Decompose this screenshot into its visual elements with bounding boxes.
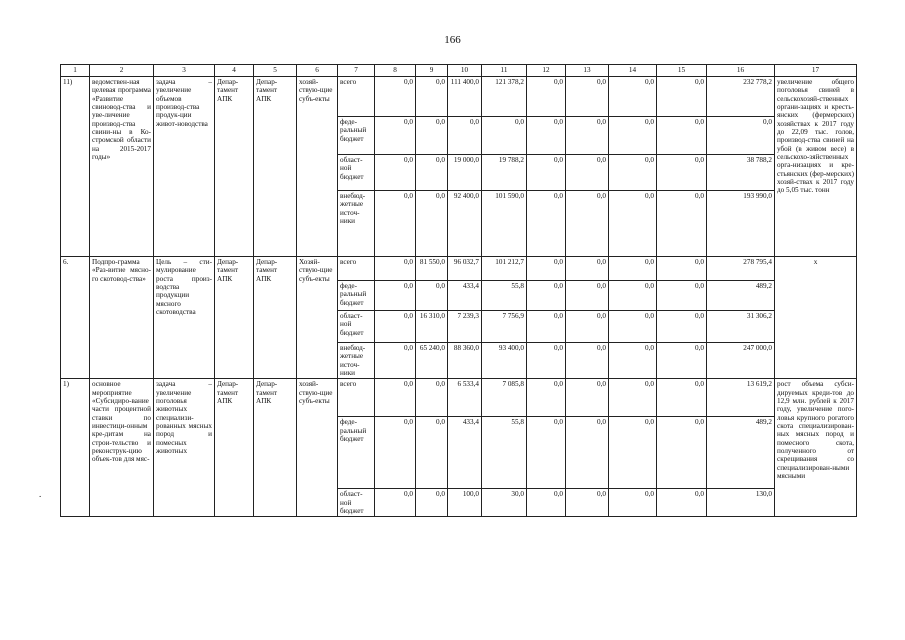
value-c13: 0,0 (566, 155, 609, 191)
value-c15: 0,0 (657, 311, 707, 343)
value-c14: 0,0 (609, 191, 657, 257)
value-c12: 0,0 (527, 155, 566, 191)
value-c9: 0,0 (416, 489, 448, 517)
row-number: 11) (61, 77, 90, 257)
value-c14: 0,0 (609, 311, 657, 343)
value-c11: 93 400,0 (482, 343, 527, 379)
table-row (61, 257, 857, 281)
executor-1: Депар-тамент АПК (215, 257, 254, 379)
value-c13: 0,0 (566, 417, 609, 489)
value-c14: 0,0 (609, 77, 657, 117)
value-c15: 0,0 (657, 191, 707, 257)
header-cell-1: 1 (61, 65, 90, 77)
value-c16: 31 306,2 (707, 311, 775, 343)
header-cell-3: 3 (154, 65, 215, 77)
value-c11: 0,0 (482, 117, 527, 155)
value-c10: 433,4 (448, 281, 482, 311)
value-c8: 0,0 (375, 281, 416, 311)
header-cell-11: 11 (482, 65, 527, 77)
value-c15: 0,0 (657, 379, 707, 417)
funding-source: област-ной бюджет (338, 489, 375, 517)
value-c10: 92 400,0 (448, 191, 482, 257)
row-number: 6. (61, 257, 90, 379)
value-c10: 111 400,0 (448, 77, 482, 117)
value-c16: 38 788,2 (707, 155, 775, 191)
funding-source: феде-ральный бюджет (338, 117, 375, 155)
value-c10: 6 533,4 (448, 379, 482, 417)
value-c15: 0,0 (657, 257, 707, 281)
funding-source: област-ной бюджет (338, 311, 375, 343)
value-c10: 19 000,0 (448, 155, 482, 191)
value-c9: 65 240,0 (416, 343, 448, 379)
value-c12: 0,0 (527, 343, 566, 379)
funding-source: внебюд-жетные источ-ники (338, 343, 375, 379)
executor-2: Депар-тамент АПК (254, 257, 297, 379)
value-c10: 88 360,0 (448, 343, 482, 379)
funding-source: всего (338, 77, 375, 117)
value-c13: 0,0 (566, 281, 609, 311)
value-c16: 232 778,2 (707, 77, 775, 117)
program-name: Подпро-грамма «Раз-витие мясно-го скотовод-ства» (90, 257, 154, 379)
value-c11: 55,8 (482, 417, 527, 489)
value-c8: 0,0 (375, 257, 416, 281)
header-cell-15: 15 (657, 65, 707, 77)
header-cell-10: 10 (448, 65, 482, 77)
header-row (61, 65, 857, 77)
value-c11: 101 590,0 (482, 191, 527, 257)
value-c14: 0,0 (609, 417, 657, 489)
header-cell-6: 6 (297, 65, 338, 77)
value-c12: 0,0 (527, 379, 566, 417)
value-c13: 0,0 (566, 77, 609, 117)
header-cell-14: 14 (609, 65, 657, 77)
value-c12: 0,0 (527, 117, 566, 155)
value-c12: 0,0 (527, 311, 566, 343)
value-c8: 0,0 (375, 311, 416, 343)
value-c15: 0,0 (657, 77, 707, 117)
value-c16: 278 795,4 (707, 257, 775, 281)
value-c14: 0,0 (609, 489, 657, 517)
value-c11: 7 756,9 (482, 311, 527, 343)
value-c10: 100,0 (448, 489, 482, 517)
executor-2: Депар-тамент АПК (254, 379, 297, 517)
value-c11: 55,8 (482, 281, 527, 311)
value-c8: 0,0 (375, 117, 416, 155)
value-c12: 0,0 (527, 77, 566, 117)
value-c13: 0,0 (566, 311, 609, 343)
value-c9: 0,0 (416, 117, 448, 155)
value-c11: 19 788,2 (482, 155, 527, 191)
value-c14: 0,0 (609, 343, 657, 379)
value-c9: 0,0 (416, 155, 448, 191)
value-c8: 0,0 (375, 77, 416, 117)
value-c8: 0,0 (375, 343, 416, 379)
header-cell-17: 17 (775, 65, 857, 77)
value-c9: 0,0 (416, 379, 448, 417)
program-name: основное мероприятие «Субсидиро-вание части процентной ставки по инвестици-онным кре-дитам на строи-тельство и реконструк-цию объек-тов для мяс- (90, 379, 154, 517)
value-c8: 0,0 (375, 417, 416, 489)
funding-source: внебюд-жетные источ-ники (338, 191, 375, 257)
value-c16: 489,2 (707, 417, 775, 489)
value-c10: 7 239,3 (448, 311, 482, 343)
value-c14: 0,0 (609, 155, 657, 191)
value-c14: 0,0 (609, 257, 657, 281)
value-c11: 7 085,8 (482, 379, 527, 417)
value-c15: 0,0 (657, 155, 707, 191)
value-c15: 0,0 (657, 281, 707, 311)
program-name: ведомствен-ная целевая программа «Развитие свиновод-ства и уве-личение производ-ства свини-ны в Ко-стромской области на 2015-2017 годы» (90, 77, 154, 257)
program-goal: задача – увеличение объемов производ-ства продук-ции живот-новодства (154, 77, 215, 257)
program-goal: задача – увеличение поголовья животных специализи-рованных мясных пород и помесных животных (154, 379, 215, 517)
executor-1: Депар-тамент АПК (215, 379, 254, 517)
value-c15: 0,0 (657, 117, 707, 155)
recipient: хозяй-ствую-щие субъ-екты (297, 77, 338, 257)
value-c14: 0,0 (609, 117, 657, 155)
value-c13: 0,0 (566, 343, 609, 379)
header-cell-4: 4 (215, 65, 254, 77)
value-c12: 0,0 (527, 257, 566, 281)
value-c12: 0,0 (527, 489, 566, 517)
value-c8: 0,0 (375, 191, 416, 257)
executor-2: Депар-тамент АПК (254, 77, 297, 257)
value-c16: 247 000,0 (707, 343, 775, 379)
recipient: Хозяй-ствую-щие субъ-екты (297, 257, 338, 379)
value-c10: 0,0 (448, 117, 482, 155)
value-c13: 0,0 (566, 191, 609, 257)
stray-mark: . (39, 489, 42, 499)
value-c11: 101 212,7 (482, 257, 527, 281)
header-cell-13: 13 (566, 65, 609, 77)
expected-result: увеличение общего поголовья свиней в сельскохозяй-ственных органи-зациях и кресть-янских (фермерских) хозяйствах к 2017 году до 22,09 тыс. голов, производ-ства свиней на убой (в живом весе) в сельскохо-зяйственных орга-низациях и кре-стьянских (фер-мерских) хозяй-ствах к 2017 году до 5,05 тыс. тонн (775, 77, 857, 257)
value-c9: 0,0 (416, 191, 448, 257)
program-goal: Цель – сти-мулирование роста произ-водства продукции мясного скотоводства (154, 257, 215, 379)
value-c11: 30,0 (482, 489, 527, 517)
funding-source: област-ной бюджет (338, 155, 375, 191)
value-c13: 0,0 (566, 257, 609, 281)
value-c16: 193 990,0 (707, 191, 775, 257)
page-number: 166 (444, 34, 461, 46)
value-c16: 13 619,2 (707, 379, 775, 417)
value-c13: 0,0 (566, 117, 609, 155)
header-cell-7: 7 (338, 65, 375, 77)
value-c10: 433,4 (448, 417, 482, 489)
value-c9: 0,0 (416, 281, 448, 311)
value-c13: 0,0 (566, 379, 609, 417)
value-c14: 0,0 (609, 281, 657, 311)
budget-table (60, 64, 857, 517)
table-row (61, 77, 857, 117)
value-c10: 96 032,7 (448, 257, 482, 281)
value-c16: 0,0 (707, 117, 775, 155)
recipient: хозяй-ствую-щие субъ-екты (297, 379, 338, 517)
expected-result: рост объема субси-дируемых креди-тов до 12,9 млн. рублей к 2017 году, увеличение пого-ловья крупного рогатого скота специализирован-ных мясных пород и помесного скота, полученного от скрещивания со специализирован-ными мясными (775, 379, 857, 517)
value-c14: 0,0 (609, 379, 657, 417)
value-c8: 0,0 (375, 155, 416, 191)
funding-source: феде-ральный бюджет (338, 281, 375, 311)
value-c9: 16 310,0 (416, 311, 448, 343)
value-c16: 130,0 (707, 489, 775, 517)
header-cell-9: 9 (416, 65, 448, 77)
value-c15: 0,0 (657, 343, 707, 379)
funding-source: всего (338, 257, 375, 281)
value-c13: 0,0 (566, 489, 609, 517)
row-number: 1) (61, 379, 90, 517)
value-c9: 0,0 (416, 417, 448, 489)
header-cell-2: 2 (90, 65, 154, 77)
header-cell-16: 16 (707, 65, 775, 77)
header-cell-8: 8 (375, 65, 416, 77)
value-c15: 0,0 (657, 489, 707, 517)
funding-source: феде-ральный бюджет (338, 417, 375, 489)
executor-1: Депар-тамент АПК (215, 77, 254, 257)
value-c12: 0,0 (527, 281, 566, 311)
table-row (61, 379, 857, 417)
value-c9: 0,0 (416, 77, 448, 117)
header-cell-5: 5 (254, 65, 297, 77)
header-cell-12: 12 (527, 65, 566, 77)
value-c15: 0,0 (657, 417, 707, 489)
funding-source: всего (338, 379, 375, 417)
value-c12: 0,0 (527, 191, 566, 257)
value-c11: 121 378,2 (482, 77, 527, 117)
value-c16: 489,2 (707, 281, 775, 311)
value-c12: 0,0 (527, 417, 566, 489)
expected-result: х (775, 257, 857, 379)
value-c8: 0,0 (375, 379, 416, 417)
value-c9: 81 550,0 (416, 257, 448, 281)
value-c8: 0,0 (375, 489, 416, 517)
